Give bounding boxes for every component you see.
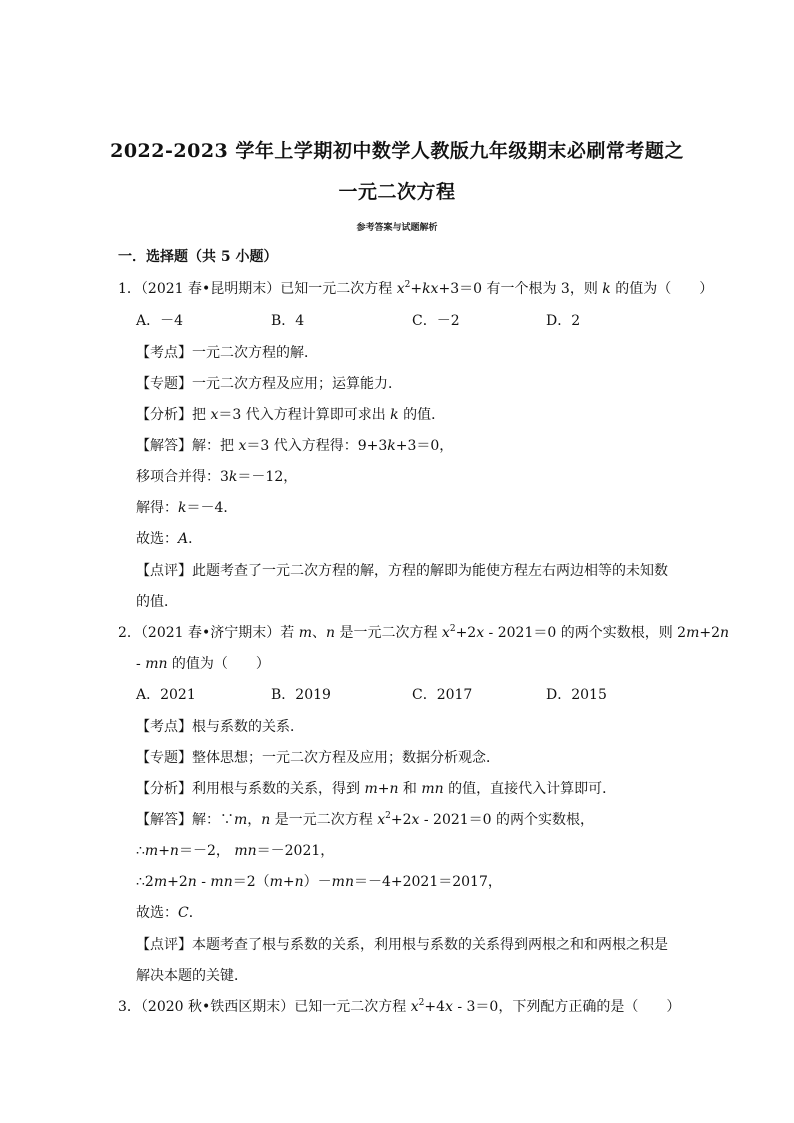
- q2-jieda: 【解答】解：∵m，n 是一元二次方程 $x^2+2x - 2021=0$ 的两个实数根，: [136, 811, 595, 828]
- q1-zhuanti: 【专题】一元二次方程及应用；运算能力．: [136, 376, 402, 392]
- q1-option-c: C．－2: [412, 313, 460, 329]
- q3-stem: 3．（2020 秋•铁西区期末）已知一元二次方程 $x^2+4x - 3=0$，下列配方正确的是（ ）: [118, 998, 681, 1015]
- q2-zhuanti: 【专题】整体思想；一元二次方程及应用；数据分析观念．: [136, 750, 500, 766]
- q2-option-d: D．2015: [546, 687, 607, 703]
- q1-option-d: D．2: [546, 313, 581, 329]
- q2-dianping-line2: 解决本题的关键．: [136, 968, 248, 984]
- q1-stem: 1．（2021 春•昆明期末）已知一元二次方程 $x^2+kx+3=0$ 有一个根为 3，则 k 的值为（ ）: [118, 280, 714, 297]
- q1-option-a: A．－4: [136, 313, 184, 329]
- page-subtitle: 参考答案与试题解析: [356, 223, 438, 233]
- q2-step1: ∴m+n＝－2， mn＝－2021，: [136, 843, 335, 859]
- q2-step2: ∴2m+2n - mn＝2（m+n）－mn＝－4+2021＝2017，: [136, 874, 502, 890]
- q2-option-b: B．2019: [271, 687, 331, 703]
- q1-step2: 解得：k＝－4．: [136, 500, 238, 516]
- q2-dianping-line1: 【点评】本题考查了根与系数的关系，利用根与系数的关系得到两根之和和两根之积是: [136, 937, 668, 953]
- q2-option-c: C．2017: [412, 687, 473, 703]
- q2-choose: 故选：C．: [136, 905, 203, 921]
- q1-dianping-line2: 的值．: [136, 594, 178, 610]
- q2-option-a: A．2021: [136, 687, 196, 703]
- q1-option-b: B．4: [271, 313, 305, 329]
- q2-fenxi: 【分析】利用根与系数的关系，得到 m+n 和 mn 的值，直接代入计算即可．: [136, 781, 617, 797]
- q1-jieda: 【解答】解：把 x＝3 代入方程得：9+3k+3＝0，: [136, 438, 454, 454]
- q2-kaodian: 【考点】根与系数的关系．: [136, 719, 304, 735]
- q1-choose: 故选：A．: [136, 531, 203, 547]
- page-title-line2: 一元二次方程: [338, 181, 456, 203]
- q1-step1: 移项合并得：3k＝－12，: [136, 469, 298, 485]
- q1-kaodian: 【考点】一元二次方程的解．: [136, 345, 318, 361]
- q2-stem-line2: - mn 的值为（ ）: [136, 656, 270, 672]
- q2-stem: 2．（2021 春•济宁期末）若 m、n 是一元二次方程 $x^2+2x - 2021=0$ 的两个实数根，则 2m+2n: [118, 624, 730, 641]
- section-heading: 一．选择题（共 5 小题）: [118, 249, 278, 265]
- q1-fenxi: 【分析】把 x＝3 代入方程计算即可求出 k 的值．: [136, 407, 446, 423]
- page-title-line1: 2022-2023 学年上学期初中数学人教版九年级期末必刷常考题之: [110, 140, 684, 162]
- q1-dianping-line1: 【点评】此题考查了一元二次方程的解，方程的解即为能使方程左右两边相等的未知数: [136, 563, 668, 579]
